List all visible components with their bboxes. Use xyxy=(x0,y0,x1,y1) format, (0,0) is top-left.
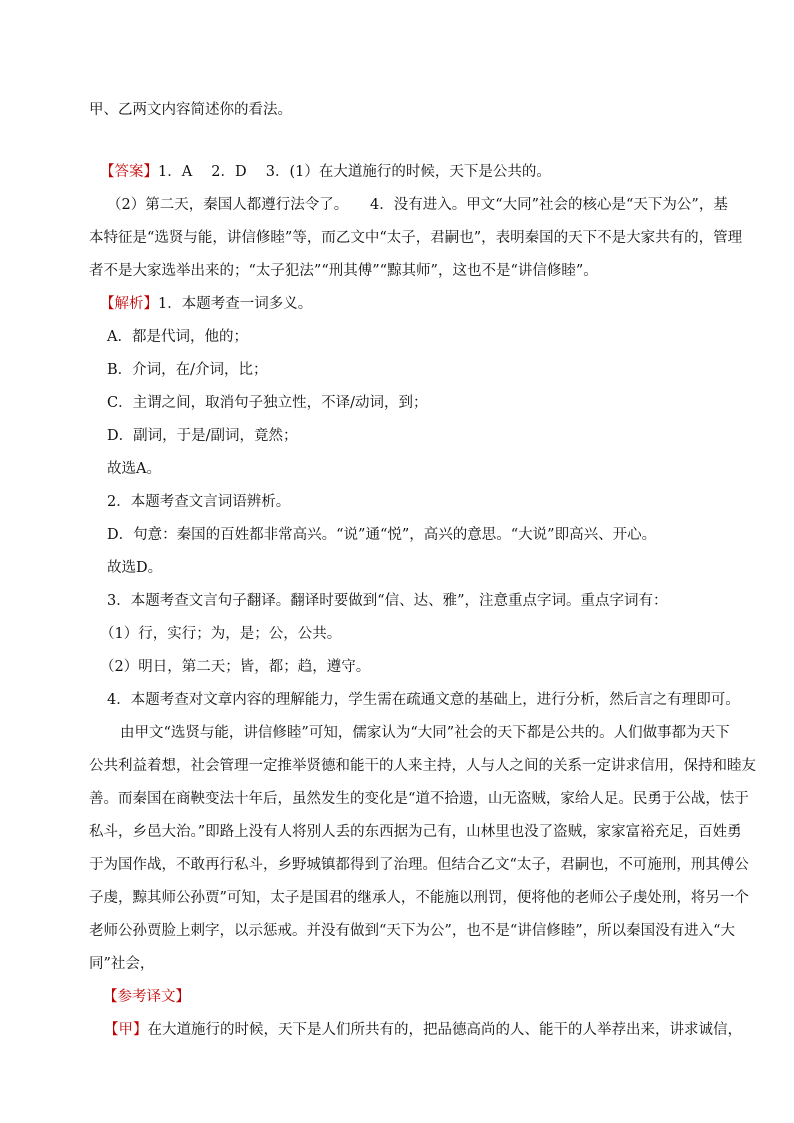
option-d: D．副词，于是/副词，竟然； xyxy=(107,428,298,444)
answer-tag: 【答案】 xyxy=(100,164,158,180)
analysis-para-6: 子虔，黥其师公孙贾”可知，太子是国君的继承人，不能施以刑罚，便将他的老师公子虔处刑，将另一个 xyxy=(89,890,749,906)
intro-text: 甲、乙两文内容简述你的看法。 xyxy=(89,102,292,118)
answer-text-1: 1．A 2．D 3．(1）在大道施行的时候，天下是公共的。 xyxy=(158,164,551,180)
option-a: A．都是代词，他的； xyxy=(107,329,248,345)
translation-jia-tag: 【甲】 xyxy=(104,1022,148,1038)
analysis-para-3: 善。而秦国在商鞅变法十年后，虽然发生的变化是“道不拾遗，山无盗贼，家给人足。民勇于公战，怯于 xyxy=(89,791,749,807)
translation-tag: 【参考译文】 xyxy=(103,989,190,1005)
answer-line-4: 者不是大家选举出来的；“太子犯法”“刑其傅”“黥其师”，这也不是“讲信修睦”。 xyxy=(89,263,598,279)
analysis-q2-d: D．句意：秦国的百姓都非常高兴。“说”通“悦”，高兴的意思。“大说”即高兴、开心。 xyxy=(107,527,657,543)
analysis-q3-a: （1）行，实行；为，是；公，公共。 xyxy=(100,626,342,642)
analysis-q2: 2．本题考查文言词语辨析。 xyxy=(107,494,291,510)
analysis-para-8: 同”社会， xyxy=(89,956,155,972)
analysis-tag: 【解析】 xyxy=(100,296,158,312)
translation-jia-line xyxy=(104,1020,742,1040)
option-c: C．主谓之间，取消句子独立性，不译/动词，到； xyxy=(107,395,428,411)
select-1: 故选A。 xyxy=(107,461,161,477)
analysis-para-1: 由甲文“选贤与能，讲信修睦”可知，儒家认为“大同”社会的天下都是公共的。人们做事都为天下 xyxy=(120,725,730,741)
analysis-q4: 4．本题考查对文章内容的理解能力，学生需在疏通文意的基础上，进行分析，然后言之有理即可。 xyxy=(107,692,740,708)
answer-line-2: （2）第二天，秦国人都遵行法令了。 4．没有进入。甲文“大同”社会的核心是“天下为公”，基 xyxy=(107,197,728,213)
option-b: B．介词，在/介词，比； xyxy=(107,362,268,378)
translation-jia-text: 在大道施行的时候，天下是人们所共有的，把品德高尚的人、能干的人举荐出来，讲求诚信， xyxy=(147,1022,742,1038)
analysis-para-5: 于为国作战，不敢再行私斗，乡野城镇都得到了治理。但结合乙文“太子，君嗣也，不可施刑，刑其傅公 xyxy=(89,857,749,873)
select-2: 故选D。 xyxy=(107,560,163,576)
analysis-q1: 1．本题考查一词多义。 xyxy=(158,296,313,312)
analysis-para-7: 老师公孙贾脸上刺字，以示惩戒。并没有做到“天下为公”，也不是“讲信修睦”，所以秦国没有进入“大 xyxy=(89,923,736,939)
analysis-para-4: 私斗，乡邑大治。”即路上没有人将别人丢的东西据为己有，山林里也没了盗贼，家家富裕充足，百姓勇 xyxy=(89,824,742,840)
analysis-para-2: 公共利益着想，社会管理一定推举贤德和能干的人来主持，人与人之间的关系一定讲求信用，保持和睦友 xyxy=(89,758,756,774)
analysis-q3: 3．本题考查文言句子翻译。翻译时要做到“信、达、雅”，注意重点字词。重点字词有： xyxy=(107,593,668,609)
answer-line-3: 本特征是“选贤与能，讲信修睦”等，而乙文中“太子，君嗣也”，表明秦国的天下不是大家共有的，管理 xyxy=(89,230,743,246)
analysis-q3-b: （2）明日，第二天；皆，都；趋，遵守。 xyxy=(100,659,371,675)
analysis-heading xyxy=(100,294,312,314)
answer-line-1 xyxy=(100,162,551,182)
